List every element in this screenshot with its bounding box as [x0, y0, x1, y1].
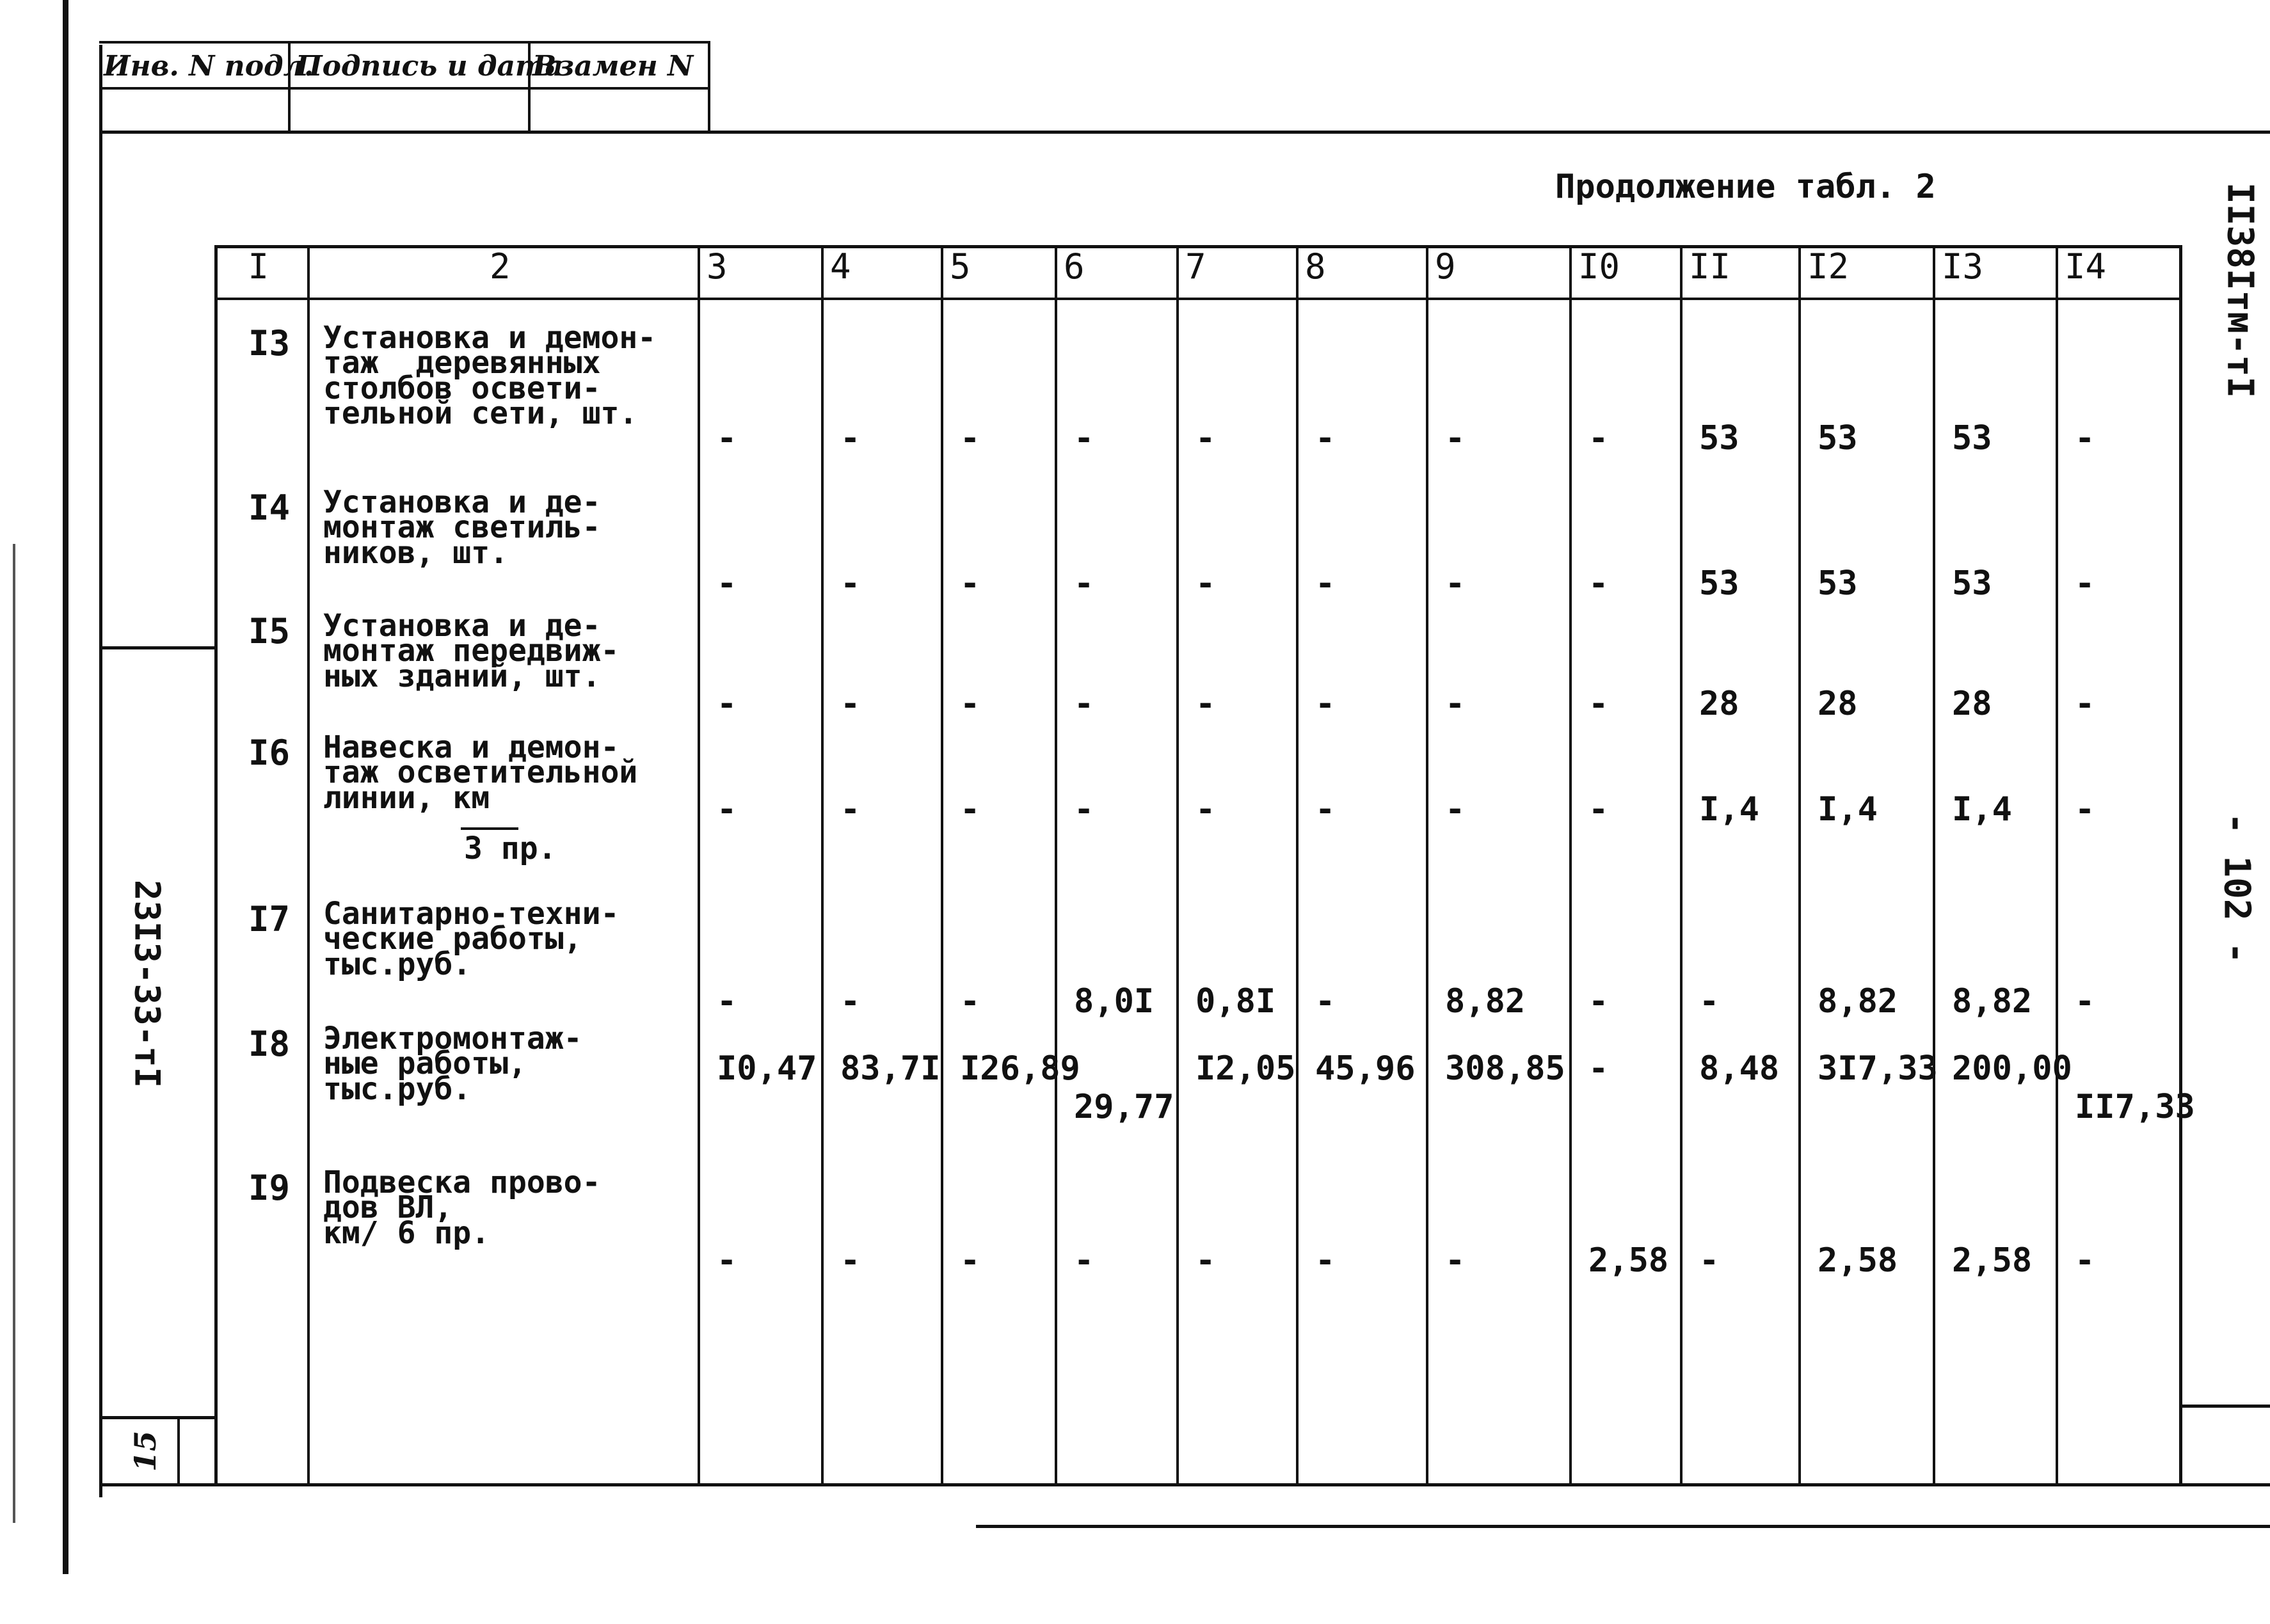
table-cell: I,4	[1818, 790, 1878, 829]
table-cell: 8,48	[1699, 1049, 1780, 1088]
table-cell: -	[717, 564, 737, 603]
column-rule	[941, 245, 943, 1486]
table-cell: -	[1445, 685, 1466, 723]
table-cell: -	[1195, 419, 1216, 458]
table-cell: -	[1445, 564, 1466, 603]
row-description: Установка и де- монтаж передвиж- ных зданий, шт.	[323, 608, 619, 694]
column-header: 5	[950, 246, 971, 287]
table-cell: -	[1315, 1241, 1336, 1280]
column-header: I3	[1942, 246, 1984, 287]
column-header: 3	[707, 246, 728, 287]
table-cell: -	[840, 564, 861, 603]
table-cell: I2,05	[1195, 1049, 1296, 1088]
table-cell: 308,85	[1445, 1049, 1565, 1088]
column-header: 6	[1064, 246, 1085, 287]
table-cell: 8,82	[1445, 982, 1526, 1021]
row-number: I3	[248, 323, 291, 363]
column-rule	[307, 245, 310, 1486]
column-header: I4	[2065, 246, 2107, 287]
table-cell: -	[1195, 790, 1216, 829]
table-cell: 0,8I	[1195, 982, 1276, 1021]
stamp-label-replace: Взамен N	[532, 50, 694, 83]
row-description: Подвеска прово- дов ВЛ, км/ 6 пр.	[323, 1165, 601, 1251]
table-cell: -	[717, 685, 737, 723]
side-code: II38Iтм-тI	[2219, 182, 2261, 399]
table-cell: -	[1315, 685, 1336, 723]
frame-bottom	[99, 1483, 2270, 1486]
table-cell: -	[840, 790, 861, 829]
table-cell: -	[960, 419, 980, 458]
table-cell: -	[1195, 685, 1216, 723]
table-caption: Продолжение табл. 2	[1555, 168, 1936, 206]
row-description: Установка и де- монтаж светиль- ников, шт.	[323, 484, 601, 571]
right-mark	[2179, 1405, 2270, 1408]
column-header: 8	[1305, 246, 1326, 287]
column-rule	[1055, 245, 1057, 1486]
table-cell: I,4	[1952, 790, 2012, 829]
table-cell: -	[2075, 982, 2095, 1021]
table-cell: -	[2075, 1241, 2095, 1280]
doc-code: 23I3-33-тI	[127, 880, 168, 1088]
table-cell: -	[1588, 1049, 1609, 1088]
table-cell: 83,7I	[840, 1049, 941, 1088]
frame-left	[99, 45, 102, 1497]
table-cell: 3I7,33	[1818, 1049, 1938, 1088]
table-cell: -	[1315, 982, 1336, 1021]
table-cell: -	[2075, 419, 2095, 458]
table-cell: -	[2075, 790, 2095, 829]
bottom-rule	[976, 1525, 2270, 1528]
table-cell: 45,96	[1315, 1049, 1416, 1088]
row-description: Навеска и демон- таж осветительной линии, км	[323, 729, 638, 816]
table-cell: -	[717, 982, 737, 1021]
table-cell: 2,58	[1952, 1241, 2033, 1280]
table-cell: -	[960, 1241, 980, 1280]
table-cell: -	[1074, 1241, 1094, 1280]
table-cell: -	[1195, 1241, 1216, 1280]
table-cell: 53	[1818, 564, 1858, 603]
fraction-bar	[461, 827, 518, 830]
column-rule	[1933, 245, 1935, 1486]
table-cell: -	[1315, 564, 1336, 603]
table-cell: -	[840, 685, 861, 723]
table-cell: -	[1699, 1241, 1720, 1280]
table-cell: 8,0I	[1074, 982, 1155, 1021]
table-cell: 29,77	[1074, 1088, 1174, 1126]
table-cell: -	[1074, 564, 1094, 603]
stamp-label-inv: Инв. N подл.	[104, 50, 314, 83]
row-number: I5	[248, 611, 291, 651]
table-cell: -	[2075, 685, 2095, 723]
table-cell: -	[1195, 564, 1216, 603]
margin-mark	[13, 544, 15, 1523]
table-cell: 8,82	[1952, 982, 2033, 1021]
column-rule	[698, 245, 700, 1486]
column-header: II	[1689, 246, 1731, 287]
table-cell: -	[1588, 419, 1609, 458]
column-rule	[1176, 245, 1179, 1486]
column-rule	[1296, 245, 1299, 1486]
table-cell: 2,58	[1588, 1241, 1669, 1280]
table-cell: -	[1315, 790, 1336, 829]
table-cell: 53	[1699, 564, 1739, 603]
table-cell: -	[1445, 790, 1466, 829]
table-cell: -	[1074, 790, 1094, 829]
column-rule	[214, 245, 218, 1486]
table-cell: -	[1445, 419, 1466, 458]
table-cell: -	[1588, 564, 1609, 603]
table-cell: -	[1074, 419, 1094, 458]
table-cell: -	[1445, 1241, 1466, 1280]
column-rule	[2056, 245, 2058, 1486]
table-cell: -	[1588, 685, 1609, 723]
table-cell: I26,89	[960, 1049, 1080, 1088]
table-cell: II7,33	[2075, 1088, 2195, 1126]
table-cell: -	[2075, 564, 2095, 603]
column-header: 9	[1435, 246, 1456, 287]
table-cell: 53	[1952, 564, 1992, 603]
column-rule	[1798, 245, 1801, 1486]
page-number: - 102 -	[2216, 813, 2258, 964]
table-cell: -	[717, 419, 737, 458]
table-cell: 28	[1818, 685, 1858, 723]
table-cell: -	[1699, 982, 1720, 1021]
table-cell: -	[840, 1241, 861, 1280]
table-cell: -	[960, 982, 980, 1021]
column-header: I	[248, 246, 269, 287]
row-number: I4	[248, 488, 291, 528]
column-rule	[1569, 245, 1572, 1486]
frame-top	[99, 131, 2270, 134]
row-description: Установка и демон- таж деревянных столбов освети- тельной сети, шт.	[323, 320, 657, 432]
table-cell: -	[840, 419, 861, 458]
column-header: 7	[1185, 246, 1206, 287]
row-number: I9	[248, 1168, 291, 1208]
column-rule	[821, 245, 824, 1486]
table-cell: -	[1074, 685, 1094, 723]
column-header: 2	[490, 246, 511, 287]
row-description: Электромонтаж- ные работы, тыс.руб.	[323, 1021, 582, 1107]
stamp-label-signature: Подпись и дата	[296, 50, 564, 83]
table-cell: -	[717, 790, 737, 829]
table-cell: -	[960, 685, 980, 723]
table-cell: 53	[1818, 419, 1858, 458]
binding-edge	[63, 0, 68, 1574]
column-rule	[2179, 245, 2182, 1486]
column-rule	[1426, 245, 1428, 1486]
row-number: I7	[248, 899, 291, 939]
column-header: I0	[1578, 246, 1620, 287]
table-cell: -	[717, 1241, 737, 1280]
column-header: I2	[1807, 246, 1850, 287]
column-rule	[1680, 245, 1683, 1486]
table-cell: 2,58	[1818, 1241, 1898, 1280]
row-number: I6	[248, 733, 291, 773]
table-cell: I,4	[1699, 790, 1759, 829]
table-cell: -	[960, 564, 980, 603]
table-cell: 28	[1952, 685, 1992, 723]
table-cell: -	[1315, 419, 1336, 458]
table-cell: -	[1588, 982, 1609, 1021]
table-cell: -	[960, 790, 980, 829]
column-header: 4	[830, 246, 851, 287]
table-cell: 200,00	[1952, 1049, 2072, 1088]
sheet-number: 15	[128, 1430, 163, 1472]
table-cell: -	[840, 982, 861, 1021]
table-cell: 28	[1699, 685, 1739, 723]
table-cell: I0,47	[717, 1049, 817, 1088]
row-description: Санитарно-техни- ческие работы, тыс.руб.	[323, 896, 619, 982]
row-number: I8	[248, 1024, 291, 1064]
table-cell: -	[1588, 790, 1609, 829]
table-cell: 53	[1699, 419, 1739, 458]
table-cell: 8,82	[1818, 982, 1898, 1021]
row-description-extra: 3 пр.	[464, 831, 557, 866]
table-cell: 53	[1952, 419, 1992, 458]
